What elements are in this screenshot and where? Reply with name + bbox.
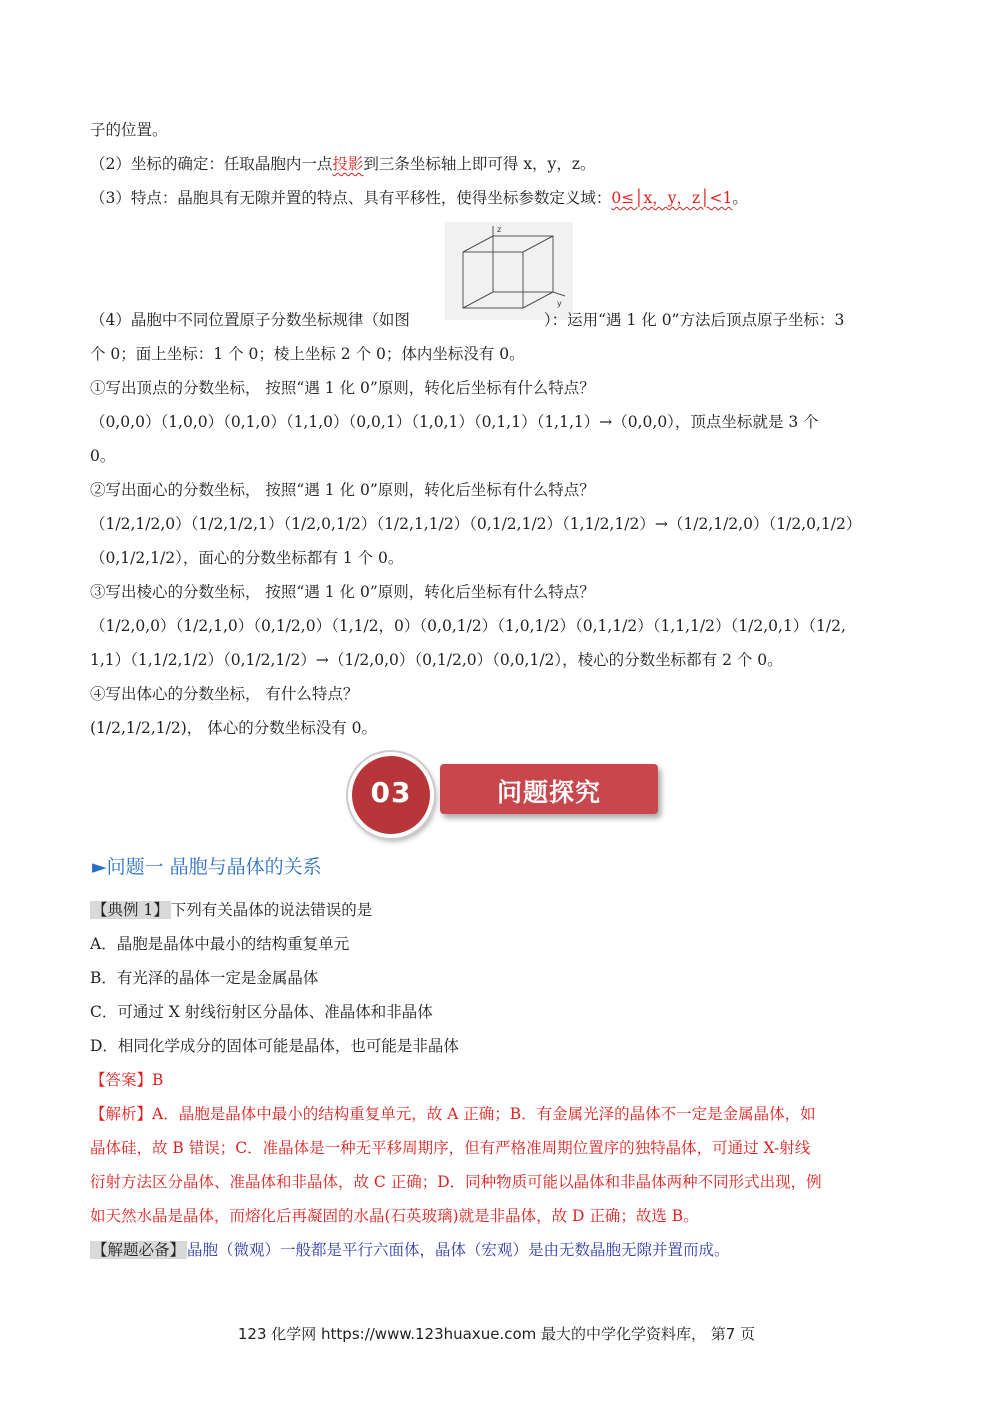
text-span: （4）晶胞中不同位置原子分数坐标规律（如图 bbox=[90, 311, 410, 329]
option-d: D．相同化学成分的固体可能是晶体，也可能是非晶体 bbox=[90, 1037, 459, 1055]
question-vertex: ①写出顶点的分数坐标， 按照“遇 1 化 0”原则，转化后坐标有什么特点？ bbox=[90, 379, 595, 397]
text-span: ）：运用“遇 1 化 0”方法后顶点原子坐标：3 bbox=[543, 311, 845, 329]
tips-line bbox=[90, 1240, 730, 1260]
option-a: A．晶胞是晶体中最小的结构重复单元 bbox=[90, 935, 350, 953]
axis-y-label: y bbox=[557, 299, 562, 308]
text-span: （3）特点：晶胞具有无隙并置的特点、具有平移性，使得坐标参数定义域： bbox=[90, 189, 612, 207]
answer-tag: 【答案】 bbox=[90, 1071, 153, 1089]
analysis-text: A．晶胞是晶体中最小的结构重复单元，故 A 正确；B．有金属光泽的晶体不一定是金属晶体，如 bbox=[152, 1105, 816, 1123]
section-number-badge bbox=[348, 752, 434, 838]
answer-face-center-cont: （0,1/2,1/2），面心的分数坐标都有 1 个 0。 bbox=[90, 549, 404, 567]
text-span: 到三条坐标轴上即可得 x，y，z。 bbox=[363, 155, 596, 173]
section-banner bbox=[440, 764, 658, 814]
answer-vertex: （0,0,0）（1,0,0）（0,1,0）（1,1,0）（0,0,1）（1,0,1）（0,1,1）（1,1,1）→（0,0,0），顶点坐标就是 3 个 bbox=[90, 413, 819, 431]
example-stem bbox=[90, 900, 372, 920]
section-heading: ►问题一 晶胞与晶体的关系 bbox=[92, 856, 322, 878]
axis-z-label: z bbox=[497, 225, 502, 234]
analysis-line bbox=[90, 1104, 816, 1124]
text-span: 。 bbox=[732, 189, 748, 207]
text-line: 个 0；面上坐标：1 个 0；棱上坐标 2 个 0；体内坐标没有 0。 bbox=[90, 345, 525, 363]
analysis-line: 如天然水晶是晶体，而熔化后再凝固的水晶(石英玻璃)就是非晶体，故 D 正确；故选 B。 bbox=[90, 1207, 699, 1225]
analysis-line: 晶体硅，故 B 错误；C．准晶体是一种无平移周期序，但有严格准周期位置序的独特晶体，可通过 X-射线 bbox=[90, 1139, 811, 1157]
question-body-center: ④写出体心的分数坐标， 有什么特点？ bbox=[90, 685, 359, 703]
answer-line bbox=[90, 1070, 163, 1090]
domain-formula: 0≤│x，y，z│<1 bbox=[611, 189, 733, 207]
answer-edge-center: （1/2,0,0）（1/2,1,0）（0,1/2,0）（1,1/2，0）（0,0,1/2）（1,0,1/2）（0,1,1/2）（1,1,1/2）（1/2,0,1）（1/2, bbox=[90, 617, 846, 635]
answer-body-center: (1/2,1/2,1/2)， 体心的分数坐标没有 0。 bbox=[90, 719, 378, 737]
page-footer: 123 化学网 https://www.123huaxue.com 最大的中学化学资料库， 第7 页 bbox=[237, 1325, 756, 1343]
question-edge-center: ③写出棱心的分数坐标， 按照“遇 1 化 0”原则，转化后坐标有什么特点？ bbox=[90, 583, 595, 601]
option-b: B．有光泽的晶体一定是金属晶体 bbox=[90, 969, 319, 987]
analysis-tag: 【解析】 bbox=[90, 1105, 153, 1123]
answer-value: B bbox=[152, 1071, 164, 1089]
question-face-center: ②写出面心的分数坐标， 按照“遇 1 化 0”原则，转化后坐标有什么特点？ bbox=[90, 481, 595, 499]
answer-face-center: （1/2,1/2,0）（1/2,1/2,1）（1/2,0,1/2）（1/2,1,1/2）（0,1/2,1/2）（1,1/2,1/2）→（1/2,1/2,0）（1/2,0,1/2） bbox=[90, 515, 862, 533]
text-span: （2）坐标的确定：任取晶胞内一点 bbox=[90, 155, 333, 173]
option-c: C．可通过 X 射线衍射区分晶体、准晶体和非晶体 bbox=[90, 1003, 433, 1021]
analysis-line: 衍射方法区分晶体、准晶体和非晶体，故 C 正确；D．同种物质可能以晶体和非晶体两种不同形式出现，例 bbox=[90, 1173, 822, 1191]
position-rule-line bbox=[90, 310, 844, 330]
features-line bbox=[90, 188, 748, 208]
example-tag: 【典例 1】 bbox=[92, 901, 169, 919]
coordinate-determination bbox=[90, 154, 595, 174]
banner-number: 03 bbox=[370, 776, 412, 809]
tips-text: 晶胞（微观）一般都是平行六面体，晶体（宏观）是由无数晶胞无隙并置而成。 bbox=[187, 1241, 730, 1259]
answer-vertex-cont: 0。 bbox=[90, 447, 116, 465]
highlight-projection: 投影 bbox=[332, 155, 364, 173]
tips-tag: 【解题必备】 bbox=[92, 1241, 186, 1259]
banner-title: 问题探究 bbox=[496, 778, 601, 807]
answer-edge-center-cont: 1,1）（1,1/2,1/2）（0,1/2,1/2）→（1/2,0,0）（0,1/2,0）（0,0,1/2），棱心的分数坐标都有 2 个 0。 bbox=[90, 651, 783, 669]
text-line: 子的位置。 bbox=[90, 121, 168, 139]
cube-diagram-icon bbox=[445, 222, 573, 320]
unit-cell-figure bbox=[445, 222, 573, 320]
example-question: 下列有关晶体的说法错误的是 bbox=[170, 901, 373, 919]
